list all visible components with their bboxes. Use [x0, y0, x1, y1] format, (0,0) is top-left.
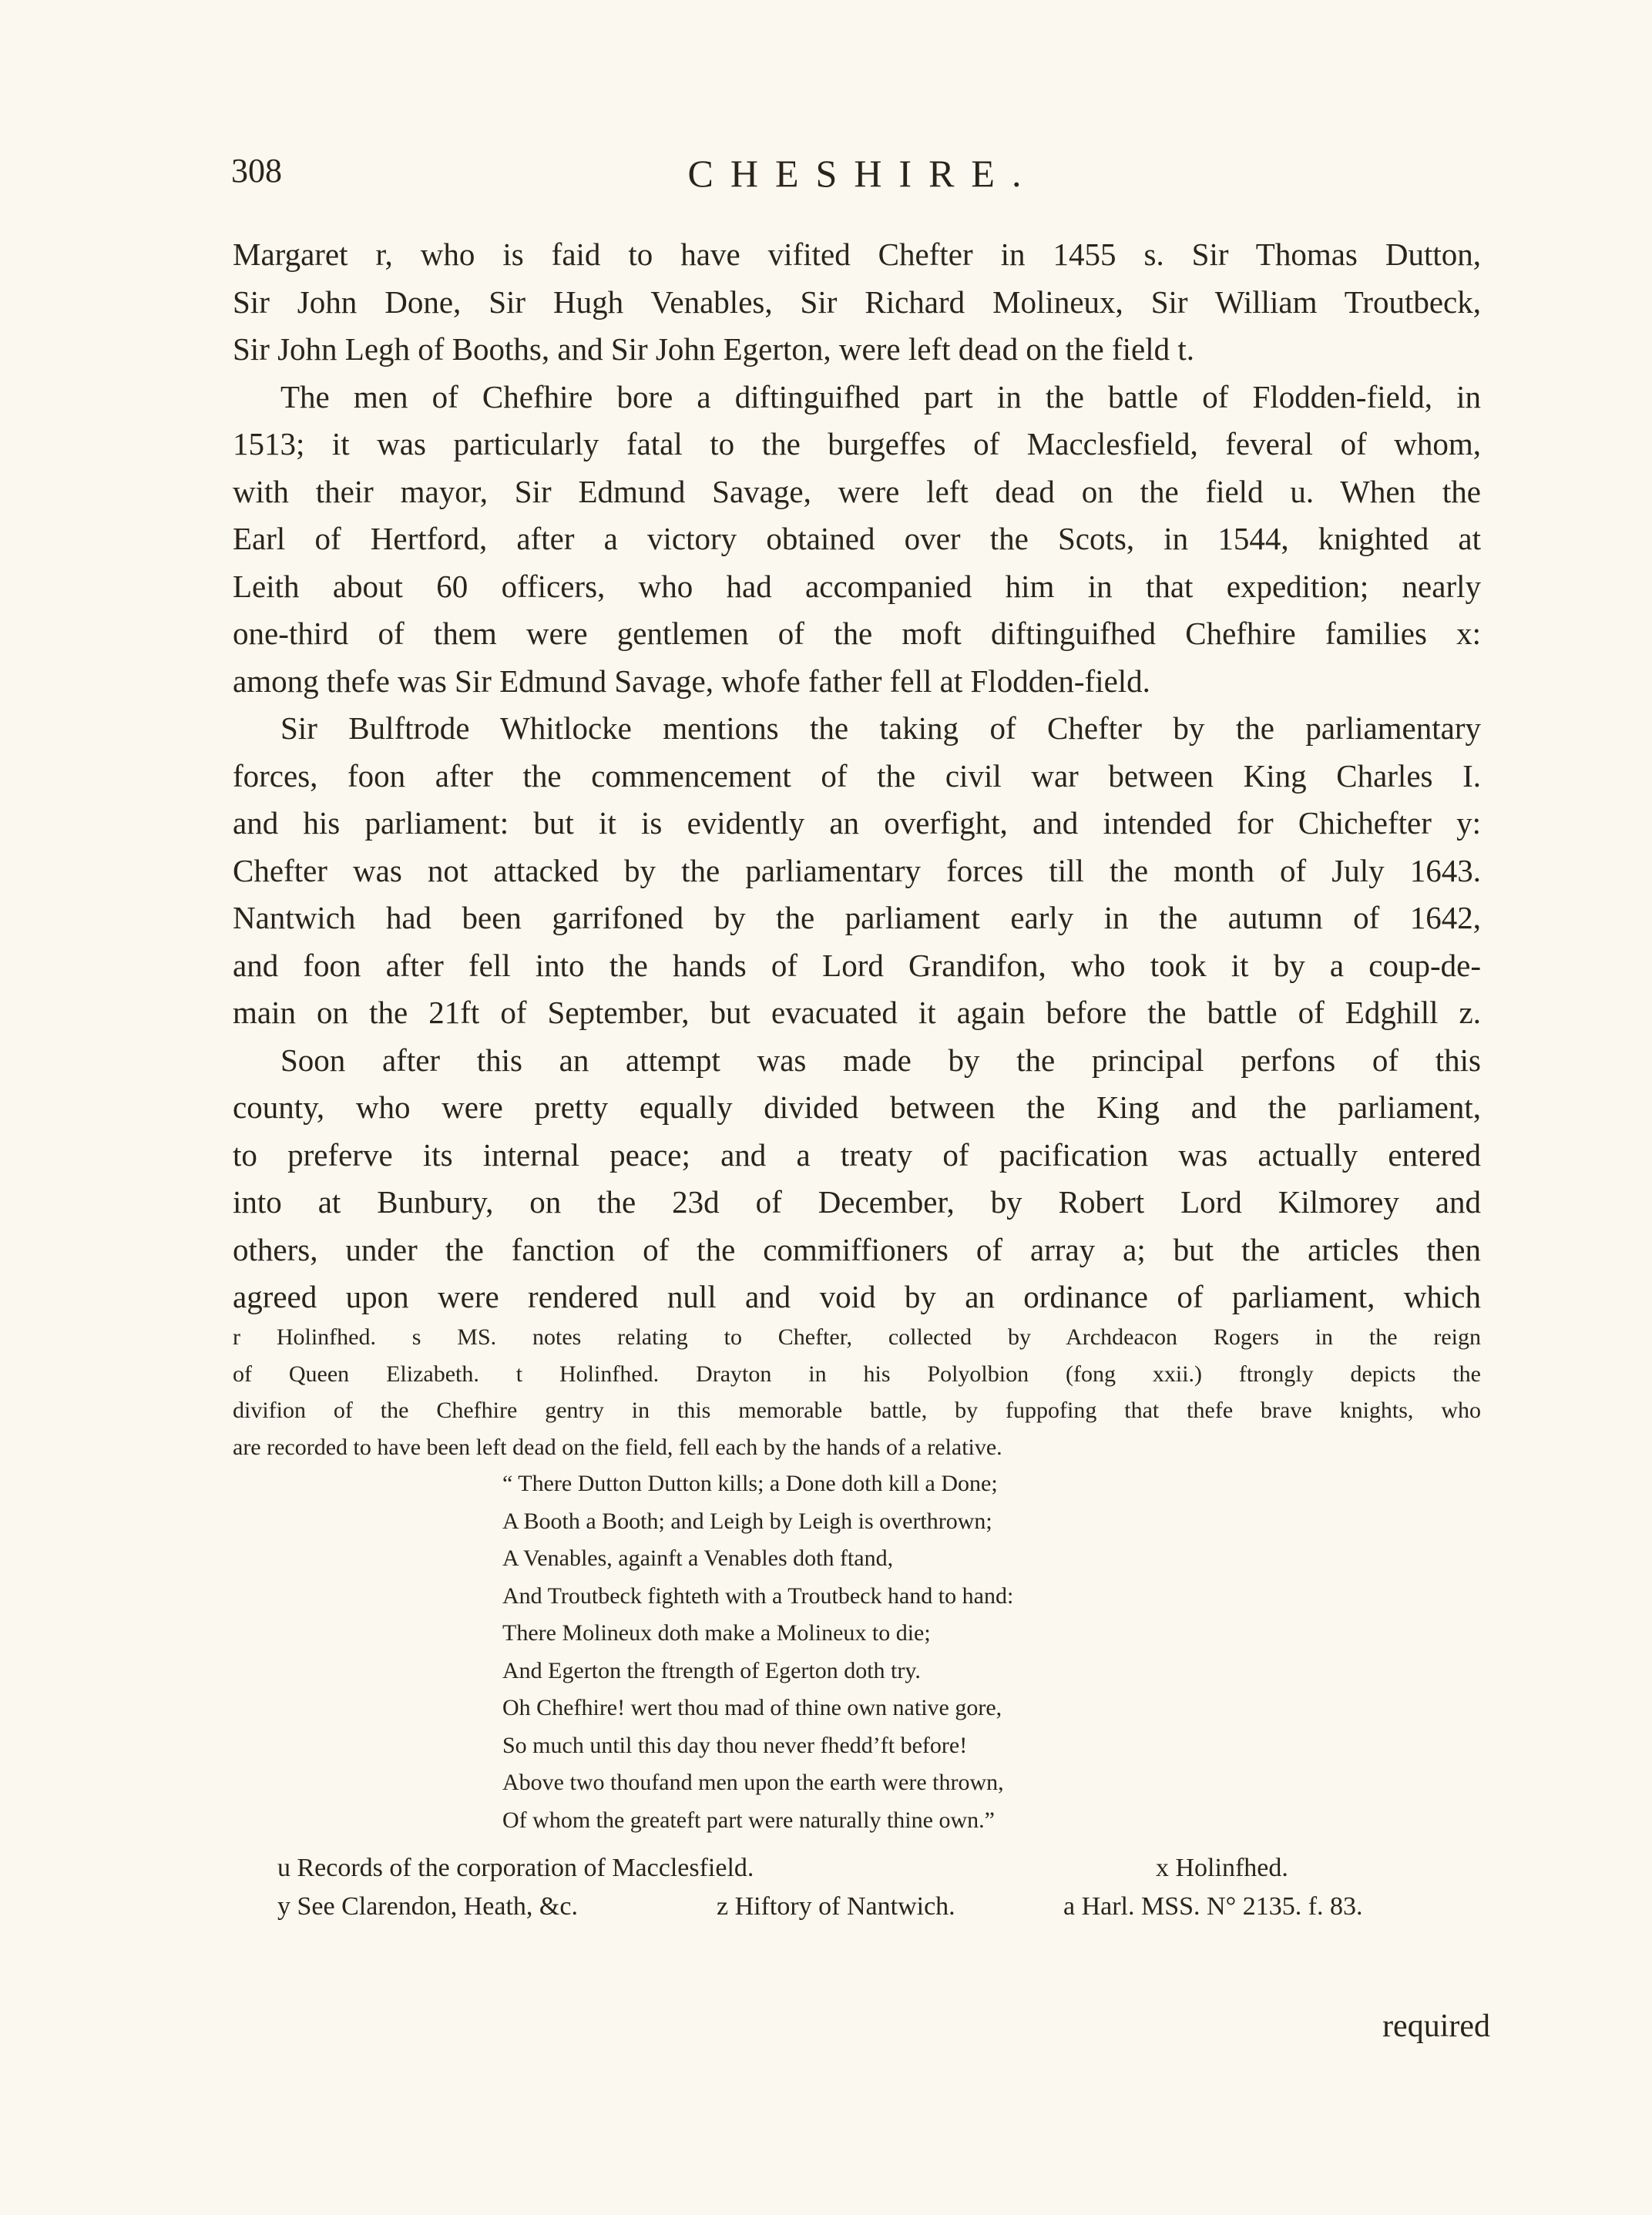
body-line: 1513; it was particularly fatal to the burgeffes of Macclesfield, feveral of whom,: [233, 426, 1481, 461]
verse-line: So much until this day thou never fhedd’ft before!: [502, 1732, 968, 1758]
body-text: [233, 231, 1481, 1321]
body-line: to preferve its internal peace; and a treaty of pacification was actually entered: [233, 1136, 1481, 1173]
footnotes: [233, 1319, 1481, 1465]
body-line: Earl of Hertford, after a victory obtained over the Scots, in 1544, knighted at: [233, 521, 1481, 556]
catchword: required: [1382, 2009, 1490, 2044]
verse-line: A Venables, againft a Venables doth ftand,: [502, 1545, 894, 1571]
body-line: The men of Chefhire bore a diftinguifhed part in the battle of Flodden-field, in: [280, 378, 1481, 414]
verse-line: Of whom the greateft part were naturally thine own.”: [502, 1807, 995, 1833]
body-line: agreed upon were rendered null and void by an ordinance of parliament, which: [233, 1279, 1481, 1314]
body-line: forces, foon after the commencement of the civil war between King Charles I.: [233, 757, 1481, 794]
body-line: Margaret r, who is faid to have vifited Chefter in 1455 s. Sir Thomas Dutton,: [233, 237, 1481, 272]
footnote-line: of Queen Elizabeth. t Holinfhed. Drayton in his Polyolbion (fong xxii.) ftrongly depicts the: [233, 1361, 1481, 1387]
body-line: into at Bunbury, on the 23d of December, by Robert Lord Kilmorey and: [233, 1184, 1481, 1220]
body-line: and his parliament: but it is evidently an overfight, and intended for Chichefter y:: [233, 805, 1481, 841]
footnote-line: are recorded to have been left dead on the field, fell each by the hands of a relative.: [233, 1434, 1002, 1460]
page-number: 308: [231, 152, 282, 190]
body-line: Leith about 60 officers, who had accompanied him in that expedition; nearly: [233, 568, 1481, 604]
verse-line: “ There Dutton Dutton kills; a Done doth kill a Done;: [502, 1471, 998, 1496]
footnote-x: x Holinfhed.: [1156, 1854, 1288, 1882]
body-line: one-third of them were gentlemen of the moft diftinguifhed Chefhire families x:: [233, 616, 1481, 651]
body-line: Chefter was not attacked by the parliamentary forces till the month of July 1643.: [233, 852, 1481, 888]
body-line: main on the 21ft of September, but evacuated it again before the battle of Edghill z.: [233, 995, 1481, 1030]
verse-line: A Booth a Booth; and Leigh by Leigh is overthrown;: [502, 1508, 992, 1534]
body-line: Soon after this an attempt was made by the principal perfons of this: [280, 1042, 1481, 1078]
body-line: and foon after fell into the hands of Lord Grandifon, who took it by a coup-de-: [233, 947, 1481, 983]
body-line: Sir John Done, Sir Hugh Venables, Sir Richard Molineux, Sir William Troutbeck,: [233, 284, 1481, 320]
verse-line: Above two thoufand men upon the earth were thrown,: [502, 1770, 1004, 1795]
body-line: others, under the fanction of the commiffioners of array a; but the articles then: [233, 1231, 1481, 1267]
footnote-z: z Hiftory of Nantwich.: [717, 1892, 955, 1921]
body-line: county, who were pretty equally divided between the King and the parliament,: [233, 1089, 1481, 1125]
body-line: Nantwich had been garrifoned by the parliament early in the autumn of 1642,: [233, 900, 1481, 935]
footnote-line: r Holinfhed. s MS. notes relating to Chefter, collected by Archdeacon Rogers in the reign: [233, 1324, 1481, 1350]
verse-line: And Egerton the ftrength of Egerton doth try.: [502, 1657, 921, 1683]
verse-line: Oh Chefhire! wert thou mad of thine own native gore,: [502, 1695, 1002, 1720]
body-line: Sir John Legh of Booths, and Sir John Egerton, were left dead on the field t.: [233, 331, 1194, 367]
footnote-line: divifion of the Chefhire gentry in this memorable battle, by fuppofing that thefe brave knights, who: [233, 1398, 1481, 1423]
body-line: among thefe was Sir Edmund Savage, whofe father fell at Flodden-field.: [233, 663, 1150, 699]
body-line: Sir Bulftrode Whitlocke mentions the taking of Chefter by the parliamentary: [280, 710, 1481, 746]
footnote-u: u Records of the corporation of Macclesfield.: [277, 1854, 754, 1882]
footnote-a: a Harl. MSS. N° 2135. f. 83.: [1063, 1892, 1363, 1921]
running-title: CHESHIRE.: [687, 152, 1039, 195]
verse-line: There Molineux doth make a Molineux to die;: [502, 1620, 931, 1646]
footnote-y: y See Clarendon, Heath, &c.: [277, 1892, 578, 1921]
body-line: with their mayor, Sir Edmund Savage, were left dead on the field u. When the: [233, 473, 1481, 509]
verse-line: And Troutbeck fighteth with a Troutbeck hand to hand:: [502, 1582, 1014, 1609]
verse-quotation: [502, 1465, 1273, 1839]
page-header: [231, 151, 1495, 205]
reference-notes: [277, 1854, 1479, 1931]
